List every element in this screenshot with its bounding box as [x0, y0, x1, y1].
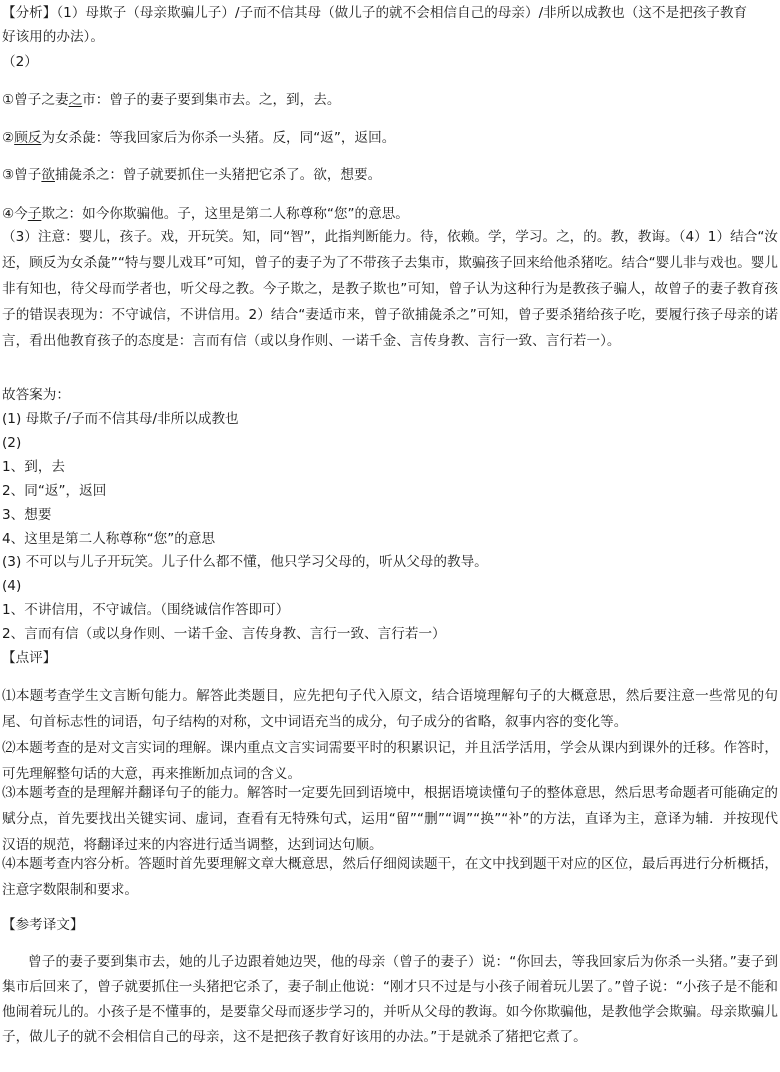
translation-body: 曾子的妻子要到集市去，她的儿子边跟着她边哭，他的母亲（曾子的妻子）说：“你回去，等我回家后为你杀一头猪。”妻子到集市后回来了，曾子就要抓住一头猪把它杀了，妻子制止他说：“刚才只不过是与小孩子闹着玩儿罢了。”曾子说：“小孩子是不能和他闹着玩儿的。小孩子是不懂事的，是要靠父母而逐步学习的，并听从父母的教诲。如今你欺骗他，是教他学会欺骗。母亲欺骗儿子，做儿子的就不会相信自己的母亲，这不是把孩子教育好该用的办法。”于是就杀了猪把它煮了。: [2, 954, 778, 1045]
underlined-word: 欲: [41, 167, 55, 183]
translation-heading: 【参考译文】: [2, 917, 84, 933]
comment-1: ⑴本题考查学生文言断句能力。解答此类题目，应先把句子代入原文，结合语境理解句子的大概意思，然后要注意一些常见的句尾、句首标志性的词语，句子结构的对称，文中词语充当的成分，句子成分的省略，叙事内容的变化等。: [2, 688, 778, 730]
answer-2-3: 3、想要: [2, 507, 52, 523]
answers-heading: 故答案为：: [2, 387, 70, 403]
analysis-paragraph-3-4: （3）注意：婴儿，孩子。戏，开玩笑。知，同“智”，此指判断能力。待，依赖。学，学习。之，的。教，教诲。（4）1）结合“汝还，顾反为女杀彘”“特与婴儿戏耳”可知，曾子的妻子为了不带孩子去集市，欺骗孩子回来给他杀猪吃。结合“婴儿非与戏也。婴儿非有知也，待父母而学者也，听父母之教。今子欺之，是教子欺也”可知，曾子认为这种行为是教孩子骗人，故曾子的妻子教育孩子的错误表现为：不守诚信，不讲信用。2）结合“妻适市来，曾子欲捕彘杀之”可知，曾子要杀猪给孩子吃，要履行孩子母亲的诺言，看出他教育孩子的态度是：言而有信（或以身作则、一诺千金、言传身教、言行一致、言行若一）。: [2, 229, 778, 349]
analysis-subitem-4: [2, 204, 778, 225]
subitem-prefix: ②: [2, 130, 15, 146]
analysis-item-2-label: （2）: [2, 54, 38, 70]
comment-heading: 【点评】: [2, 650, 57, 666]
answer-4-2: 2、言而有信（或以身作则、一诺千金、言传身教、言行一致、言行若一）: [2, 626, 446, 642]
answer-1: (1) 母欺子/子而不信其母/非所以成教也: [2, 411, 239, 427]
answer-2-4: 4、这里是第二人称尊称“您”的意思: [2, 531, 216, 547]
subitem-prefix: ④今: [2, 206, 28, 222]
answer-4-1: 1、不讲信用，不守诚信。（围绕诚信作答即可）: [2, 602, 290, 618]
analysis-subitem-1: [2, 90, 778, 111]
subitem-text: 欺之：如今你欺骗他。子，这里是第二人称尊称“您”的意思。: [41, 206, 409, 222]
answer-2-2: 2、同“返”，返回: [2, 483, 107, 499]
underlined-word: 子: [27, 206, 42, 222]
subitem-text: 捕彘杀之：曾子就要抓住一头猪把它杀了。欲，想要。: [54, 167, 382, 183]
comment-4: ⑷本题考查内容分析。答题时首先要理解文章大概意思，然后仔细阅读题干，在文中找到题干对应的区位，最后再进行分析概括，注意字数限制和要求。: [2, 856, 778, 898]
analysis-line-1: 【分析】（1）母欺子（母亲欺骗儿子）/子而不信其母（做儿子的就不会相信自己的母亲）/非所以成教也（这不是把孩子教育: [2, 5, 748, 21]
subitem-prefix: ③曾子: [2, 167, 42, 183]
subitem-text: 为女杀彘：等我回家后为你杀一头猪。反，同“返”，返回。: [41, 130, 396, 146]
analysis-line-2: 好该用的办法）。: [2, 29, 104, 45]
answer-2-label: (2): [2, 435, 22, 451]
answer-2-1: 1、到，去: [2, 459, 66, 475]
analysis-subitem-2: [2, 128, 778, 149]
answer-4-label: (4): [2, 578, 22, 594]
underlined-word: 之: [68, 92, 83, 108]
analysis-subitem-3: [2, 165, 778, 186]
comment-3: ⑶本题考查的是理解并翻译句子的能力。解答时一定要先回到语境中，根据语境读懂句子的整体意思，然后思考命题者可能确定的赋分点，首先要找出关键实词、虚词，查看有无特殊句式，运用“留”“删”“调”“换”“补”的方法，直译为主，意译为辅．并按现代汉语的规范，将翻译过来的内容进行适当调整，达到词达句顺。: [2, 785, 778, 853]
answer-3: (3) 不可以与儿子开玩笑。儿子什么都不懂，他只学习父母的，听从父母的教导。: [2, 554, 488, 570]
underlined-word: 顾反: [14, 130, 42, 146]
subitem-text: 市：曾子的妻子要到集市去。之，到，去。: [82, 92, 341, 108]
comment-2: ⑵本题考查的是对文言实词的理解。课内重点文言实词需要平时的积累识记，并且活学活用，学会从课内到课外的迁移。作答时，可先理解整句话的大意，再来推断加点词的含义。: [2, 740, 778, 782]
subitem-prefix: ①曾子之妻: [2, 92, 69, 108]
